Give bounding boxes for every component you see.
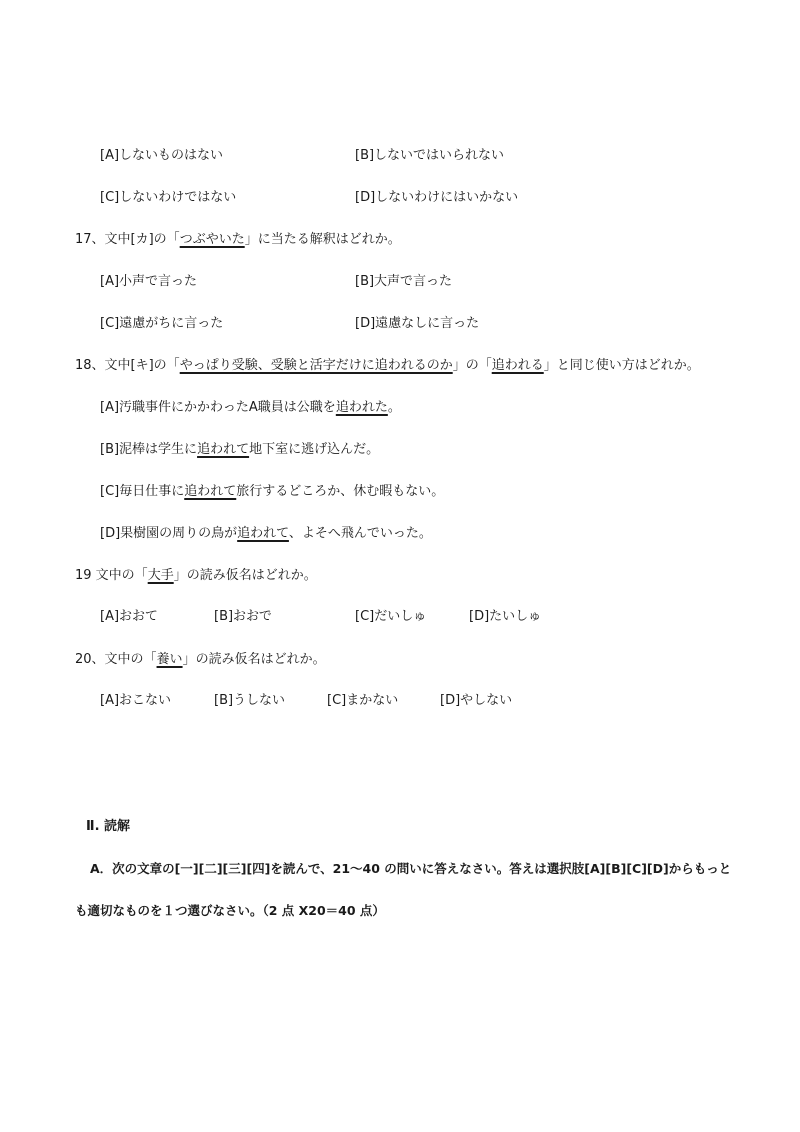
q19-option-c: [C]だいしゅ — [355, 609, 427, 624]
q19-option-b: [B]おおで — [214, 609, 272, 624]
q20-option-a: [A]おこない — [100, 693, 172, 708]
q17-option-d: [D]遠慮なしに言った — [355, 316, 480, 331]
q17-option-a: [A]小声で言った — [100, 274, 198, 289]
q17-question: 17、文中[カ]の「つぶやいた」に当たる解釈はどれか。 — [75, 232, 401, 247]
q18-option-b: [B]泥棒は学生に追われて地下室に逃げ込んだ。 — [100, 442, 380, 457]
section-instruction-line2: も適切なものを１つ選びなさい。（2 点 X20＝40 点） — [75, 903, 385, 918]
q20-option-b: [B]うしない — [214, 693, 286, 708]
q20-option-d: [D]やしない — [440, 693, 513, 708]
q19-question: 19 文中の「大手」の読み仮名はどれか。 — [75, 568, 317, 583]
q18-option-d: [D]果樹園の周りの鳥が追われて、よそへ飛んでいった。 — [100, 526, 432, 541]
q18-option-a: [A]汚職事件にかかわったA職員は公職を追われた。 — [100, 400, 401, 415]
q20-option-c: [C]まかない — [327, 693, 399, 708]
q17-option-b: [B]大声で言った — [355, 274, 453, 289]
q16-option-d: [D]しないわけにはいかない — [355, 190, 519, 205]
section-heading: Ⅱ. 読解 — [86, 819, 131, 834]
q16-option-c: [C]しないわけではない — [100, 190, 237, 205]
q20-question: 20、文中の「養い」の読み仮名はどれか。 — [75, 652, 326, 667]
section-instruction-line1: A．次の文章の[一][二][三][四]を読んで、21～40 の問いに答えなさい。答えは選択肢[A][B][C][D]からもっと — [90, 861, 732, 876]
q18-question: 18、文中[キ]の「やっぱり受験、受験と活字だけに追われるのか」の「追われる」と同じ使い方はどれか。 — [75, 358, 700, 373]
q18-option-c: [C]毎日仕事に追われて旅行するどころか、休む暇もない。 — [100, 484, 445, 499]
q19-option-d: [D]たいしゅ — [469, 609, 542, 624]
q16-option-b: [B]しないではいられない — [355, 148, 505, 163]
q17-option-c: [C]遠慮がちに言った — [100, 316, 224, 331]
q16-option-a: [A]しないものはない — [100, 148, 224, 163]
q19-option-a: [A]おおて — [100, 609, 158, 624]
